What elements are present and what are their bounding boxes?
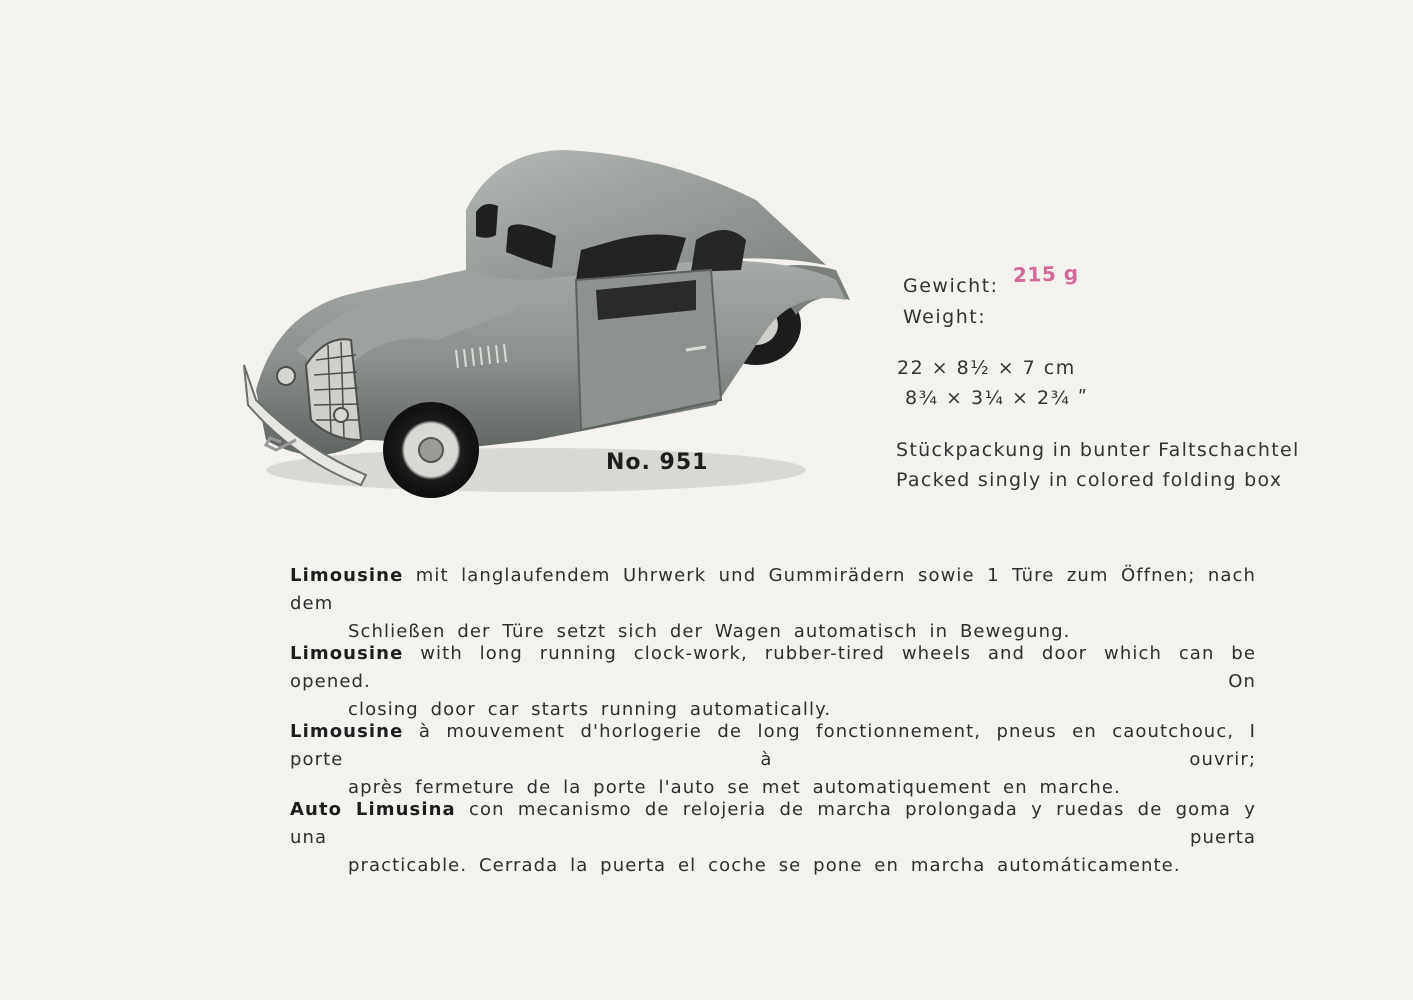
description-en bbox=[290, 640, 1256, 724]
description-lead: Limousine bbox=[290, 721, 404, 742]
description-continuation: Schließen der Türe setzt sich der Wagen automatisch in Bewegung. bbox=[348, 621, 1071, 642]
packing-de: Stückpackung in bunter Faltschachtel bbox=[896, 439, 1300, 461]
dimensions-imperial: 8¾ × 3¼ × 2¾ ʺ bbox=[905, 387, 1089, 409]
description-text: con mecanismo de relojeria de marcha prolongada y ruedas de goma y una puerta bbox=[290, 799, 1256, 848]
description-line bbox=[290, 562, 1256, 618]
description-text: mit langlaufendem Uhrwerk und Gummirädern sowie 1 Türe zum Öffnen; nach dem bbox=[290, 565, 1256, 614]
dimensions-metric: 22 × 8½ × 7 cm bbox=[897, 357, 1076, 379]
description-text: à mouvement d'horlogerie de long fonctionnement, pneus en caoutchouc, I porte à ouvrir; bbox=[290, 721, 1256, 770]
description-fr bbox=[290, 718, 1256, 802]
description-de bbox=[290, 562, 1256, 646]
description-continuation: practicable. Cerrada la puerta el coche se pone en marcha automáticamente. bbox=[348, 855, 1181, 876]
description-continuation: après fermeture de la porte l'auto se met automatiquement en marche. bbox=[348, 777, 1121, 798]
description-text: with long running clock-work, rubber-tired wheels and door which can be opened. On bbox=[290, 643, 1256, 692]
car-illustration bbox=[236, 140, 860, 505]
weight-label-de: Gewicht: bbox=[903, 275, 999, 297]
weight-label-en: Weight: bbox=[903, 306, 987, 328]
description-line bbox=[290, 718, 1256, 774]
weight-stamp: 215 g bbox=[1012, 260, 1079, 288]
description-lead: Limousine bbox=[290, 643, 404, 664]
description-line bbox=[290, 796, 1256, 852]
model-number: No. 951 bbox=[606, 450, 709, 475]
packing-en: Packed singly in colored folding box bbox=[896, 469, 1283, 491]
description-continuation: closing door car starts running automatically. bbox=[348, 699, 832, 720]
description-lead: Auto Limusina bbox=[290, 799, 456, 820]
description-lead: Limousine bbox=[290, 565, 404, 586]
description-es bbox=[290, 796, 1256, 880]
description-line bbox=[290, 640, 1256, 696]
